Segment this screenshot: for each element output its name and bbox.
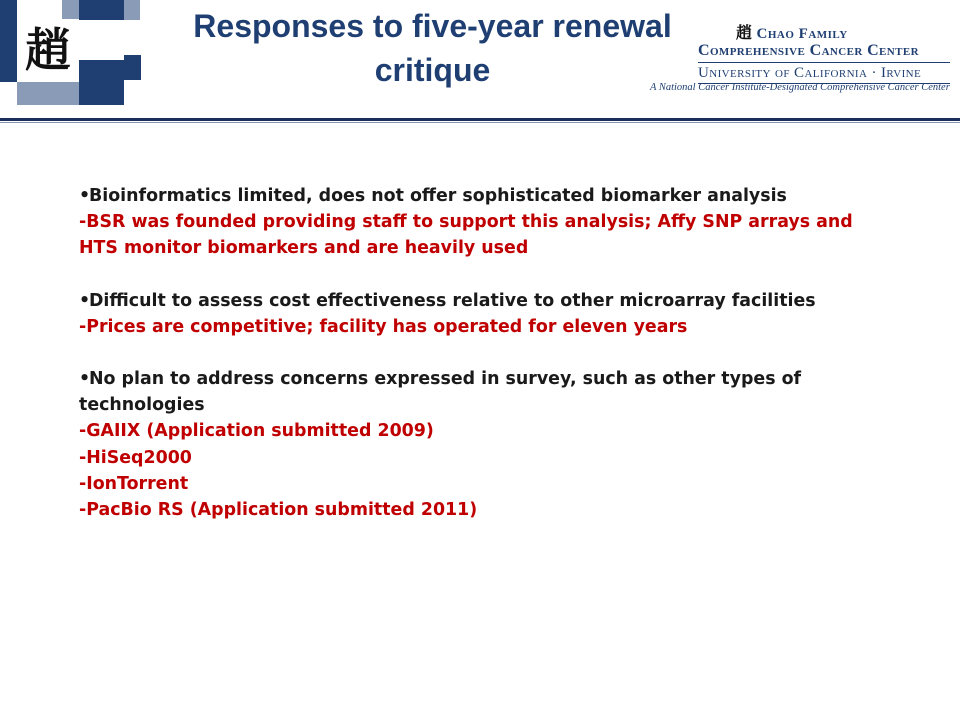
page-title: [140, 4, 725, 92]
header-divider-thin: [0, 122, 960, 123]
mini-logo-glyph: 趙: [736, 23, 753, 42]
critique-point: •Bioinformatics limited, does not offer sophisticated biomarker analysis: [79, 183, 879, 209]
institution-name: 趙 Chao Family: [736, 23, 848, 42]
title-line-1: Responses to five-year renewal: [193, 8, 672, 44]
deco-square: [79, 0, 124, 20]
critique-list: [79, 183, 879, 523]
header-divider: [0, 118, 960, 121]
logo-glyph: 趙: [25, 23, 71, 77]
critique-response: -PacBio RS (Application submitted 2011): [79, 500, 478, 521]
bullet: •: [79, 290, 91, 311]
critique-item: [79, 366, 879, 523]
critique-response: -GAIIX (Application submitted 2009): [79, 421, 434, 442]
bullet: •: [79, 369, 91, 390]
institution-tagline: A National Cancer Institute-Designated Comprehensive Cancer Center: [650, 82, 950, 93]
critique-item: [79, 183, 879, 262]
deco-square: [79, 20, 124, 60]
deco-square: [124, 55, 141, 80]
deco-square: [0, 0, 17, 82]
deco-square: [79, 60, 124, 105]
critique-point: •Difficult to assess cost effectiveness relative to other microarray facilities: [79, 288, 879, 314]
deco-square: [62, 0, 79, 19]
critique-point: •No plan to address concerns expressed in survey, such as other types of technologies: [79, 366, 879, 418]
institution-university: University of California · Irvine: [698, 65, 922, 81]
critique-response: -Prices are competitive; facility has operated for eleven years: [79, 316, 688, 337]
bullet: •: [79, 186, 91, 206]
logo: [17, 19, 79, 81]
critique-response: -HiSeq2000: [79, 447, 192, 468]
institution-rule: [698, 62, 950, 63]
title-line-2: critique: [374, 52, 491, 88]
critique-response: -IonTorrent: [79, 473, 189, 494]
institution-center: Comprehensive Cancer Center: [698, 42, 919, 59]
deco-square: [124, 0, 140, 20]
deco-square: [17, 82, 79, 105]
critique-response: -BSR was founded providing staff to support this analysis; Affy SNP arrays and HTS monitor biomarkers and are heavily used: [79, 212, 853, 259]
critique-item: [79, 288, 879, 340]
